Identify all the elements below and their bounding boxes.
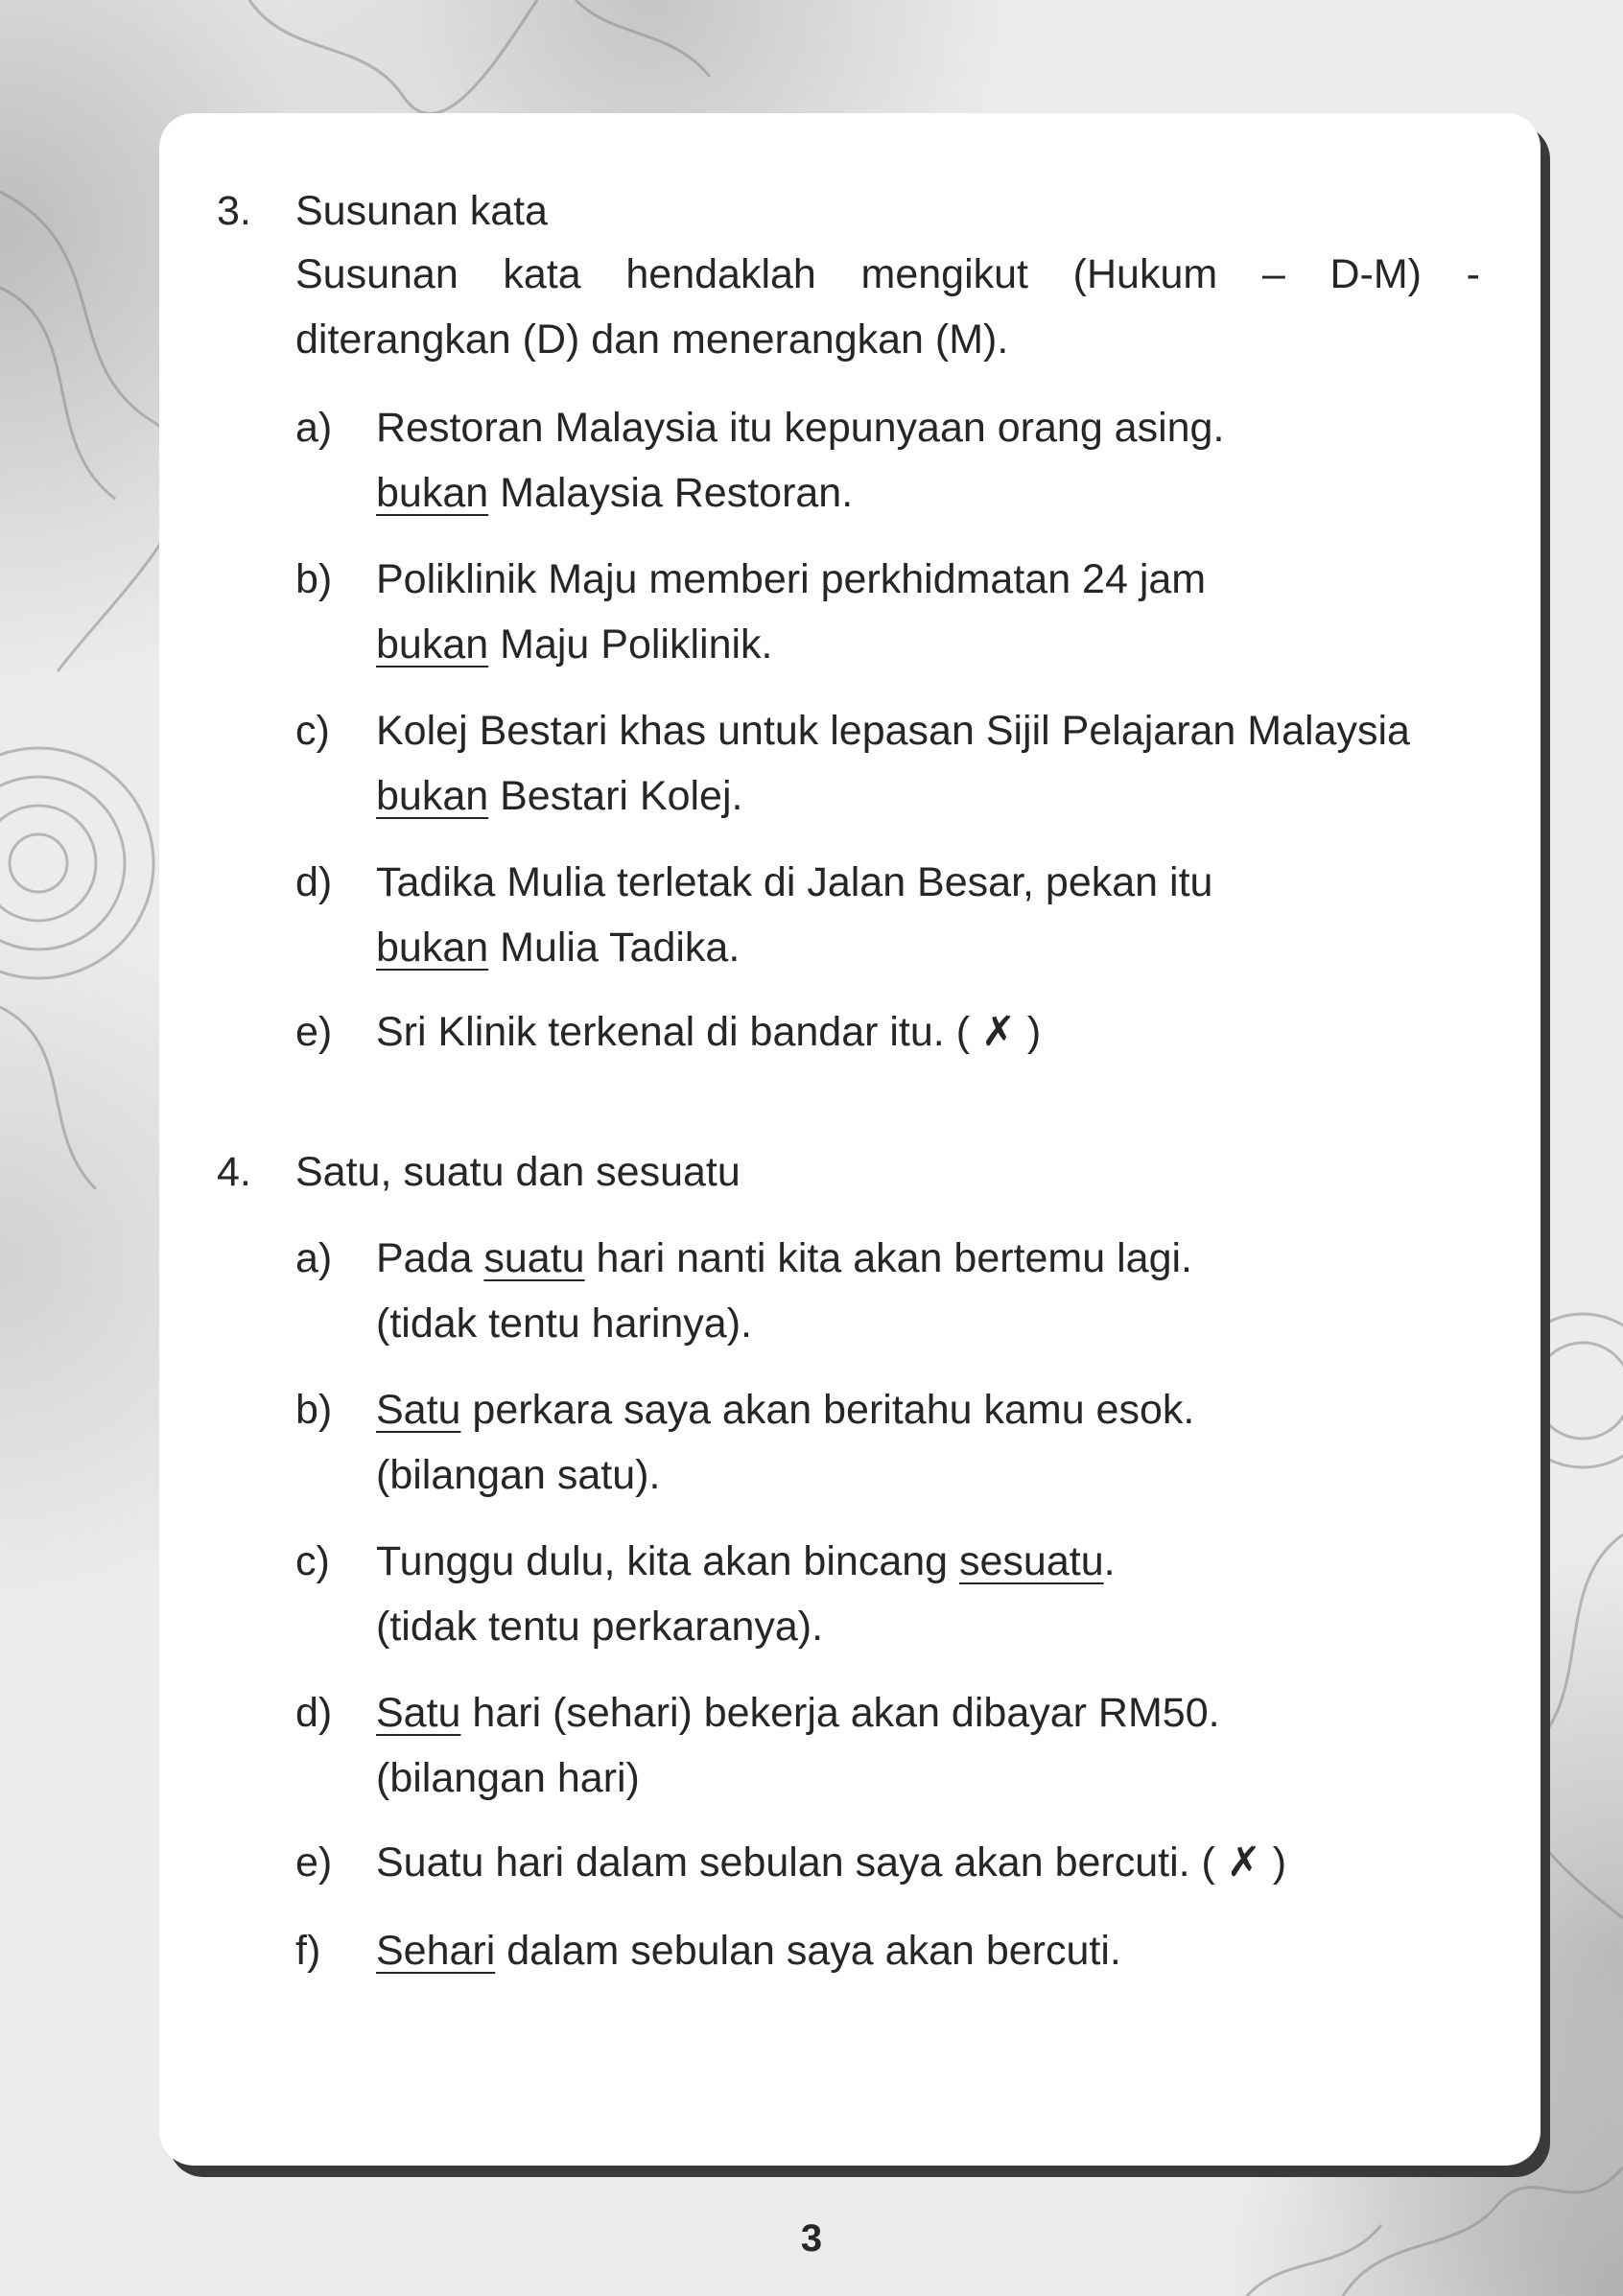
item-letter: e) — [295, 1009, 333, 1055]
underlined-word: bukan — [376, 470, 489, 516]
item-line: Sri Klinik terkenal di bandar itu. ( ✗ ) — [376, 1009, 1042, 1055]
item-letter: f) — [295, 1928, 321, 1974]
item-line-rest: Maju Poliklinik. — [488, 621, 773, 668]
underlined-word: Sehari — [376, 1928, 496, 1974]
section-3-intro-line-1: Susunan kata hendaklah mengikut (Hukum – D-M) - — [295, 251, 1480, 297]
underlined-word: bukan — [376, 621, 489, 668]
section-3-title: Susunan kata — [295, 188, 548, 234]
item-letter: e) — [295, 1839, 333, 1886]
section-3-heading — [217, 178, 548, 244]
item-note: (bilangan satu). — [376, 1452, 661, 1498]
item-letter: d) — [295, 859, 333, 905]
item-text: hari (sehari) bekerja akan dibayar RM50. — [460, 1690, 1220, 1736]
item-letter: b) — [295, 556, 333, 602]
item-text: perkara saya akan beritahu kamu esok. — [460, 1387, 1195, 1433]
item-text: Tunggu dulu, kita akan bincang — [376, 1538, 960, 1584]
underlined-word: bukan — [376, 773, 489, 819]
section-3-number: 3. — [217, 188, 251, 234]
item-note: (bilangan hari) — [376, 1755, 640, 1801]
page-number: 3 — [800, 2217, 823, 2260]
item-letter: c) — [295, 708, 330, 754]
item-line-rest: Malaysia Restoran. — [488, 470, 854, 516]
underlined-word: Satu — [376, 1690, 461, 1736]
item-text: Suatu hari dalam sebulan saya akan bercuti. ( ✗ ) — [376, 1839, 1287, 1886]
item-text: dalam sebulan saya akan bercuti. — [495, 1928, 1121, 1974]
item-line: Restoran Malaysia itu kepunyaan orang asing. — [376, 405, 1225, 451]
item-note: (tidak tentu harinya). — [376, 1300, 752, 1347]
item-letter: c) — [295, 1538, 330, 1584]
section-4-heading — [217, 1139, 741, 1205]
item-letter: a) — [295, 1235, 333, 1281]
item-note: (tidak tentu perkaranya). — [376, 1604, 824, 1650]
item-line-rest: Mulia Tadika. — [488, 925, 741, 971]
section-4-title: Satu, suatu dan sesuatu — [295, 1149, 741, 1195]
underlined-word: Satu — [376, 1387, 461, 1433]
underlined-word: bukan — [376, 925, 489, 971]
item-text: Pada — [376, 1235, 484, 1281]
item-letter: b) — [295, 1387, 333, 1433]
item-line: Tadika Mulia terletak di Jalan Besar, pekan itu — [376, 859, 1213, 905]
section-4-number: 4. — [217, 1149, 251, 1195]
underlined-word: suatu — [483, 1235, 585, 1281]
item-line: Kolej Bestari khas untuk lepasan Sijil Pelajaran Malaysia — [376, 708, 1410, 754]
section-3-intro-line-2: diterangkan (D) dan menerangkan (M). — [295, 316, 1009, 363]
item-letter: d) — [295, 1690, 333, 1736]
item-text: hari nanti kita akan bertemu lagi. — [584, 1235, 1192, 1281]
item-line-rest: Bestari Kolej. — [488, 773, 743, 819]
item-line: Poliklinik Maju memberi perkhidmatan 24 jam — [376, 556, 1207, 602]
item-text: . — [1103, 1538, 1116, 1584]
item-letter: a) — [295, 405, 333, 451]
underlined-word: sesuatu — [959, 1538, 1104, 1584]
